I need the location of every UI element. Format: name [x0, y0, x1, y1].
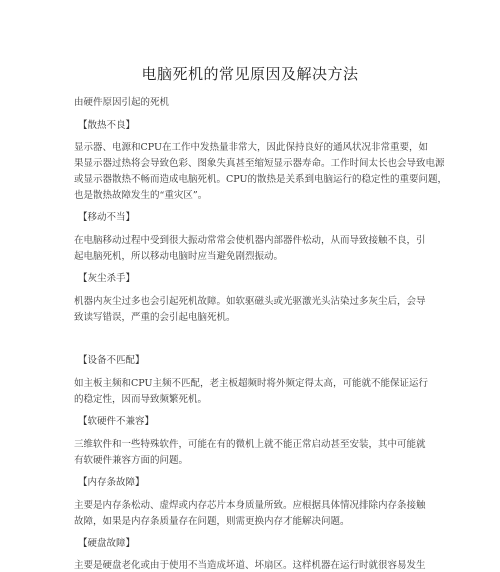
intro-text: 由硬件原因引起的死机: [74, 97, 170, 108]
document-title: 电脑死机的常见原因及解决方法: [141, 65, 359, 83]
section-heading-cooling: 【散热不良】: [78, 120, 136, 131]
section-moving-line-2: 起电脑死机，所以移动电脑时应当避免剧烈振动。: [74, 251, 284, 262]
section-mismatch-line-2: 的稳定性，因而导致频繁死机。: [74, 394, 208, 405]
section-compat-line-1: 三维软件和一些特殊软件，可能在有的微机上就不能正常启动甚至安装，其中可能就: [74, 439, 426, 450]
section-cooling-line-1: 显示器、电源和CPU在工作中发热量非常大，因此保持良好的通风状况非常重要，如: [74, 142, 429, 153]
section-heading-moving: 【移动不当】: [78, 212, 136, 223]
section-heading-dust: 【灰尘杀手】: [78, 273, 136, 284]
section-moving-line-1: 在电脑移动过程中受到很大振动常常会使机器内部器件松动，从而导致接触不良，引: [74, 235, 426, 246]
section-cooling-line-3: 或显示器散热不畅而造成电脑死机。CPU的散热是关系到电脑运行的稳定性的重要问题，: [74, 174, 448, 185]
section-heading-mismatch: 【设备不匹配】: [78, 355, 145, 366]
section-dust-line-1: 机器内灰尘过多也会引起死机故障。如软驱磁头或光驱激光头沾染过多灰尘后，会导: [74, 296, 426, 307]
section-compat-line-2: 有软硬件兼容方面的问题。: [74, 455, 189, 466]
section-heading-compat: 【软硬件不兼容】: [78, 416, 155, 427]
section-memory-line-2: 故障，如果是内存条质量存在问题，则需更换内存才能解决问题。: [74, 516, 350, 527]
section-memory-line-1: 主要是内存条松动、虚焊或内存芯片本身质量所致。应根据具体情况排除内存条接触: [74, 500, 426, 511]
section-heading-memory: 【内存条故障】: [78, 477, 145, 488]
section-mismatch-line-1: 如主板主频和CPU主频不匹配，老主板超频时将外频定得太高，可能就不能保证运行: [74, 378, 429, 389]
section-disk-line-1: 主要是硬盘老化或由于使用不当造成坏道、坏扇区。这样机器在运行时就很容易发生: [74, 560, 426, 571]
section-dust-line-2: 致读写错误，严重的会引起电脑死机。: [74, 312, 236, 323]
section-cooling-line-2: 果显示器过热将会导致色彩、图象失真甚至缩短显示器寿命。工作时间太长也会导致电源: [74, 158, 445, 169]
section-cooling-line-4: 也是散热故障发生的“重灾区”。: [74, 190, 208, 201]
section-heading-disk: 【硬盘故障】: [78, 538, 136, 549]
